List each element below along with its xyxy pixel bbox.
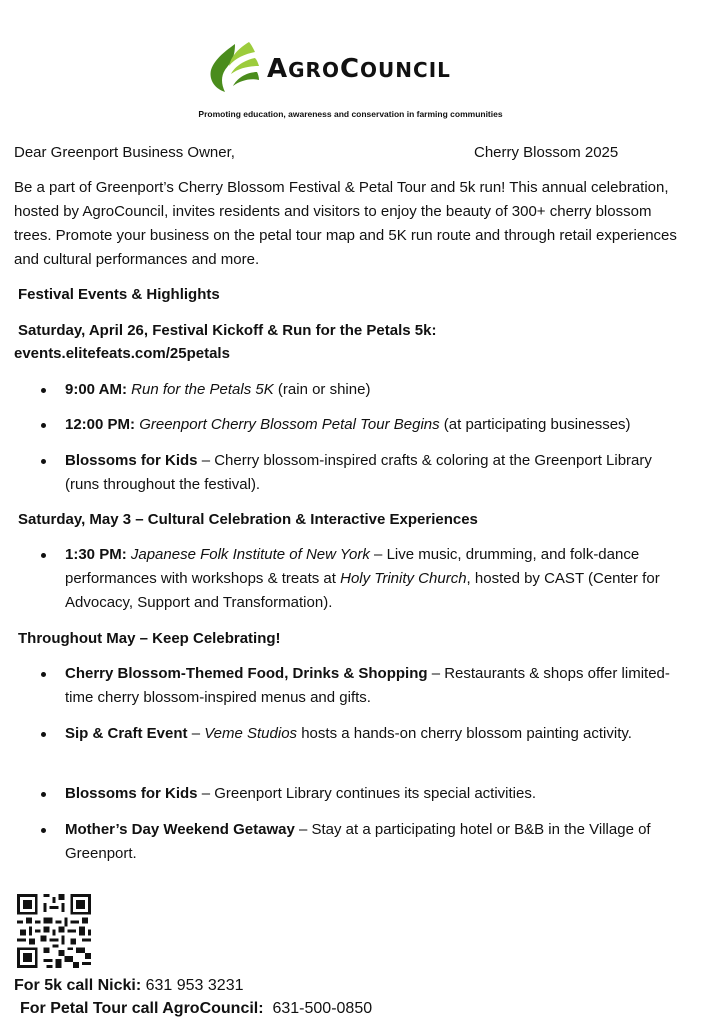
contact-phone[interactable]: 631 953 3231 (141, 977, 244, 994)
may3-heading: Saturday, May 3 – Cultural Celebration & Interactive Experiences (18, 511, 478, 528)
list-item: 12:00 PM: Greenport Cherry Blossom Petal Tour Begins (at participating businesses) (65, 413, 690, 437)
agrocouncil-logo (205, 40, 505, 100)
contact-phone[interactable]: 631-500-0850 (263, 1000, 373, 1017)
leaf-logo-icon (205, 40, 261, 96)
list-item: Sip & Craft Event – Veme Studios hosts a hands-on cherry blossom painting activity. (65, 722, 690, 746)
list-item: Blossoms for Kids – Greenport Library continues its special activities. (65, 782, 690, 806)
list-item: Mother’s Day Weekend Getaway – Stay at a participating hotel or B&B in the Village of Greenport. (65, 818, 690, 866)
list-item: Cherry Blossom-Themed Food, Drinks & Shopping – Restaurants & shops offer limited-time cherry blossom-inspired menus and gifts. (65, 662, 690, 710)
list-item: Blossoms for Kids – Cherry blossom-inspired crafts & coloring at the Greenport Library (runs throughout the festival). (65, 449, 690, 497)
logo-wordmark: AGROCOUNCIL (267, 54, 451, 84)
event-link[interactable]: events.elitefeats.com/25petals (14, 345, 230, 362)
april-heading: Saturday, April 26, Festival Kickoff & Run for the Petals 5k: (18, 322, 437, 339)
qr-code-icon[interactable] (17, 894, 91, 968)
contact-label: For 5k call Nicki: (14, 977, 142, 994)
logo-tagline: Promoting education, awareness and conservation in farming communities (198, 109, 503, 119)
list-item: 1:30 PM: Japanese Folk Institute of New York – Live music, drumming, and folk-dance performances with workshops & treats at Holy Trinity Church, hosted by CAST (Center for Advocacy, Support and Transformation). (65, 543, 690, 615)
contact-5k (14, 976, 244, 996)
list-item: 9:00 AM: Run for the Petals 5K (rain or shine) (65, 378, 690, 402)
contact-label: For Petal Tour call AgroCouncil: (20, 1000, 264, 1017)
highlights-heading: Festival Events & Highlights (18, 286, 220, 303)
may-heading: Throughout May – Keep Celebrating! (18, 630, 281, 647)
greeting: Dear Greenport Business Owner, (14, 144, 235, 161)
date-label: Cherry Blossom 2025 (474, 144, 619, 161)
intro-paragraph: Be a part of Greenport’s Cherry Blossom Festival & Petal Tour and 5k run! This annual celebration, hosted by AgroCouncil, invites residents and visitors to enjoy the beauty of 300+ cherry blossom trees. Promote your business on the petal tour map and 5K run route and through retail experiences and cultural performances and more. (14, 179, 677, 268)
contact-petal-tour (20, 999, 372, 1019)
